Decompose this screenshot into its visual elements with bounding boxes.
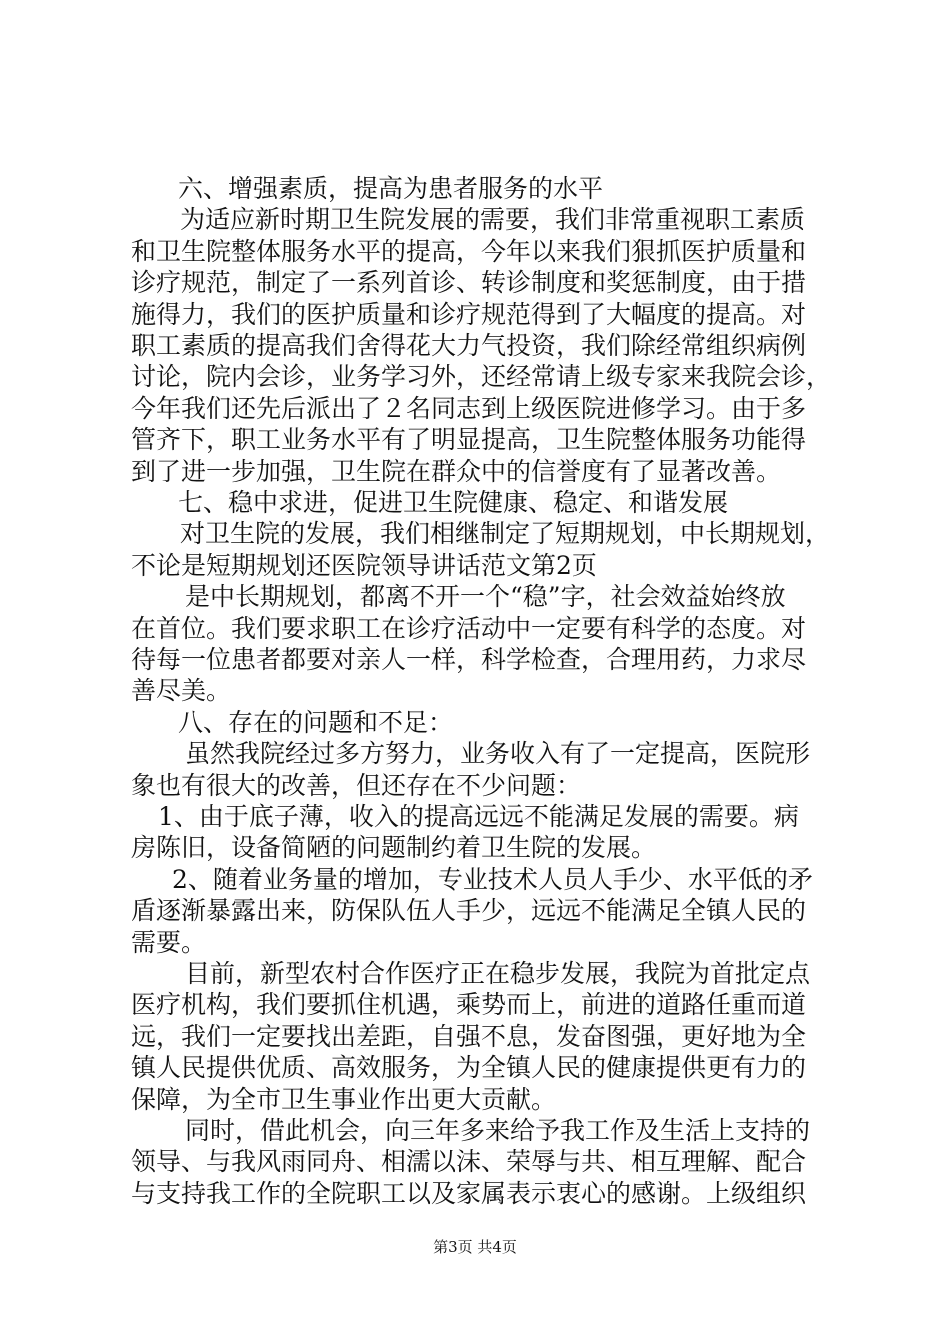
text-line: 在首位。我们要求职工在诊疗活动中一定要有科学的态度。对 <box>131 614 807 643</box>
text-line: 不论是短期规划还医院领导讲话范文第2页 <box>131 551 597 580</box>
text-line: 到了进一步加强，卫生院在群众中的信誉度有了显著改善。 <box>131 457 782 486</box>
text-line: 职工素质的提高我们舍得花大力气投资，我们除经常组织病例 <box>131 331 807 360</box>
text-line: 善尽美。 <box>131 676 232 705</box>
heading-seven: 七、稳中求进，促进卫生院健康、稳定、和谐发展 <box>178 488 729 517</box>
text-line: 虽然我院经过多方努力，业务收入有了一定提高，医院形 <box>185 739 811 768</box>
heading-six: 六、增强素质，提高为患者服务的水平 <box>178 174 604 203</box>
text-line: 讨论，院内会诊，业务学习外，还经常请上级专家来我院会诊， <box>131 362 832 391</box>
heading-eight: 八、存在的问题和不足： <box>178 708 454 737</box>
text-line: 1、由于底子薄，收入的提高远远不能满足发展的需要。病 <box>158 802 799 831</box>
text-line: 象也有很大的改善，但还存在不少问题： <box>131 771 582 800</box>
text-line: 目前，新型农村合作医疗正在稳步发展，我院为首批定点 <box>185 959 811 988</box>
text-line: 领导、与我风雨同舟、相濡以沫、荣辱与共、相互理解、配合 <box>131 1147 807 1176</box>
text-line: 保障，为全市卫生事业作出更大贡献。 <box>131 1085 557 1114</box>
text-line: 2、随着业务量的增加，专业技术人员人手少、水平低的矛 <box>172 865 813 894</box>
text-line: 是中长期规划，都离不开一个“稳”字，社会效益始终放 <box>185 582 786 611</box>
text-line: 为适应新时期卫生院发展的需要，我们非常重视职工素质 <box>180 205 806 234</box>
text-line: 同时，借此机会，向三年多来给予我工作及生活上支持的 <box>185 1116 811 1145</box>
text-line: 对卫生院的发展，我们相继制定了短期规划，中长期规划， <box>180 519 831 548</box>
text-line: 与支持我工作的全院职工以及家属表示衷心的感谢。上级组织 <box>131 1179 807 1208</box>
text-line: 房陈旧，设备简陋的问题制约着卫生院的发展。 <box>131 833 657 862</box>
text-line: 施得力，我们的医护质量和诊疗规范得到了大幅度的提高。对 <box>131 300 807 329</box>
text-line: 管齐下，职工业务水平有了明显提高，卫生院整体服务功能得 <box>131 425 807 454</box>
text-line: 医疗机构，我们要抓住机遇，乘势而上，前进的道路任重而道 <box>131 990 807 1019</box>
page-footer: 第3页 共4页 <box>433 1238 517 1256</box>
text-line: 镇人民提供优质、高效服务，为全镇人民的健康提供更有力的 <box>131 1053 807 1082</box>
text-line: 和卫生院整体服务水平的提高，今年以来我们狠抓医护质量和 <box>131 237 807 266</box>
text-line: 待每一位患者都要对亲人一样，科学检查，合理用药，力求尽 <box>131 645 807 674</box>
text-line: 需要。 <box>131 928 207 957</box>
text-line: 诊疗规范，制定了一系列首诊、转诊制度和奖惩制度，由于措 <box>131 268 807 297</box>
text-line: 远，我们一定要找出差距，自强不息，发奋图强，更好地为全 <box>131 1022 807 1051</box>
text-line: 盾逐渐暴露出来，防保队伍人手少，远远不能满足全镇人民的 <box>131 896 807 925</box>
text-line: 今年我们还先后派出了２名同志到上级医院进修学习。由于多 <box>131 394 807 423</box>
